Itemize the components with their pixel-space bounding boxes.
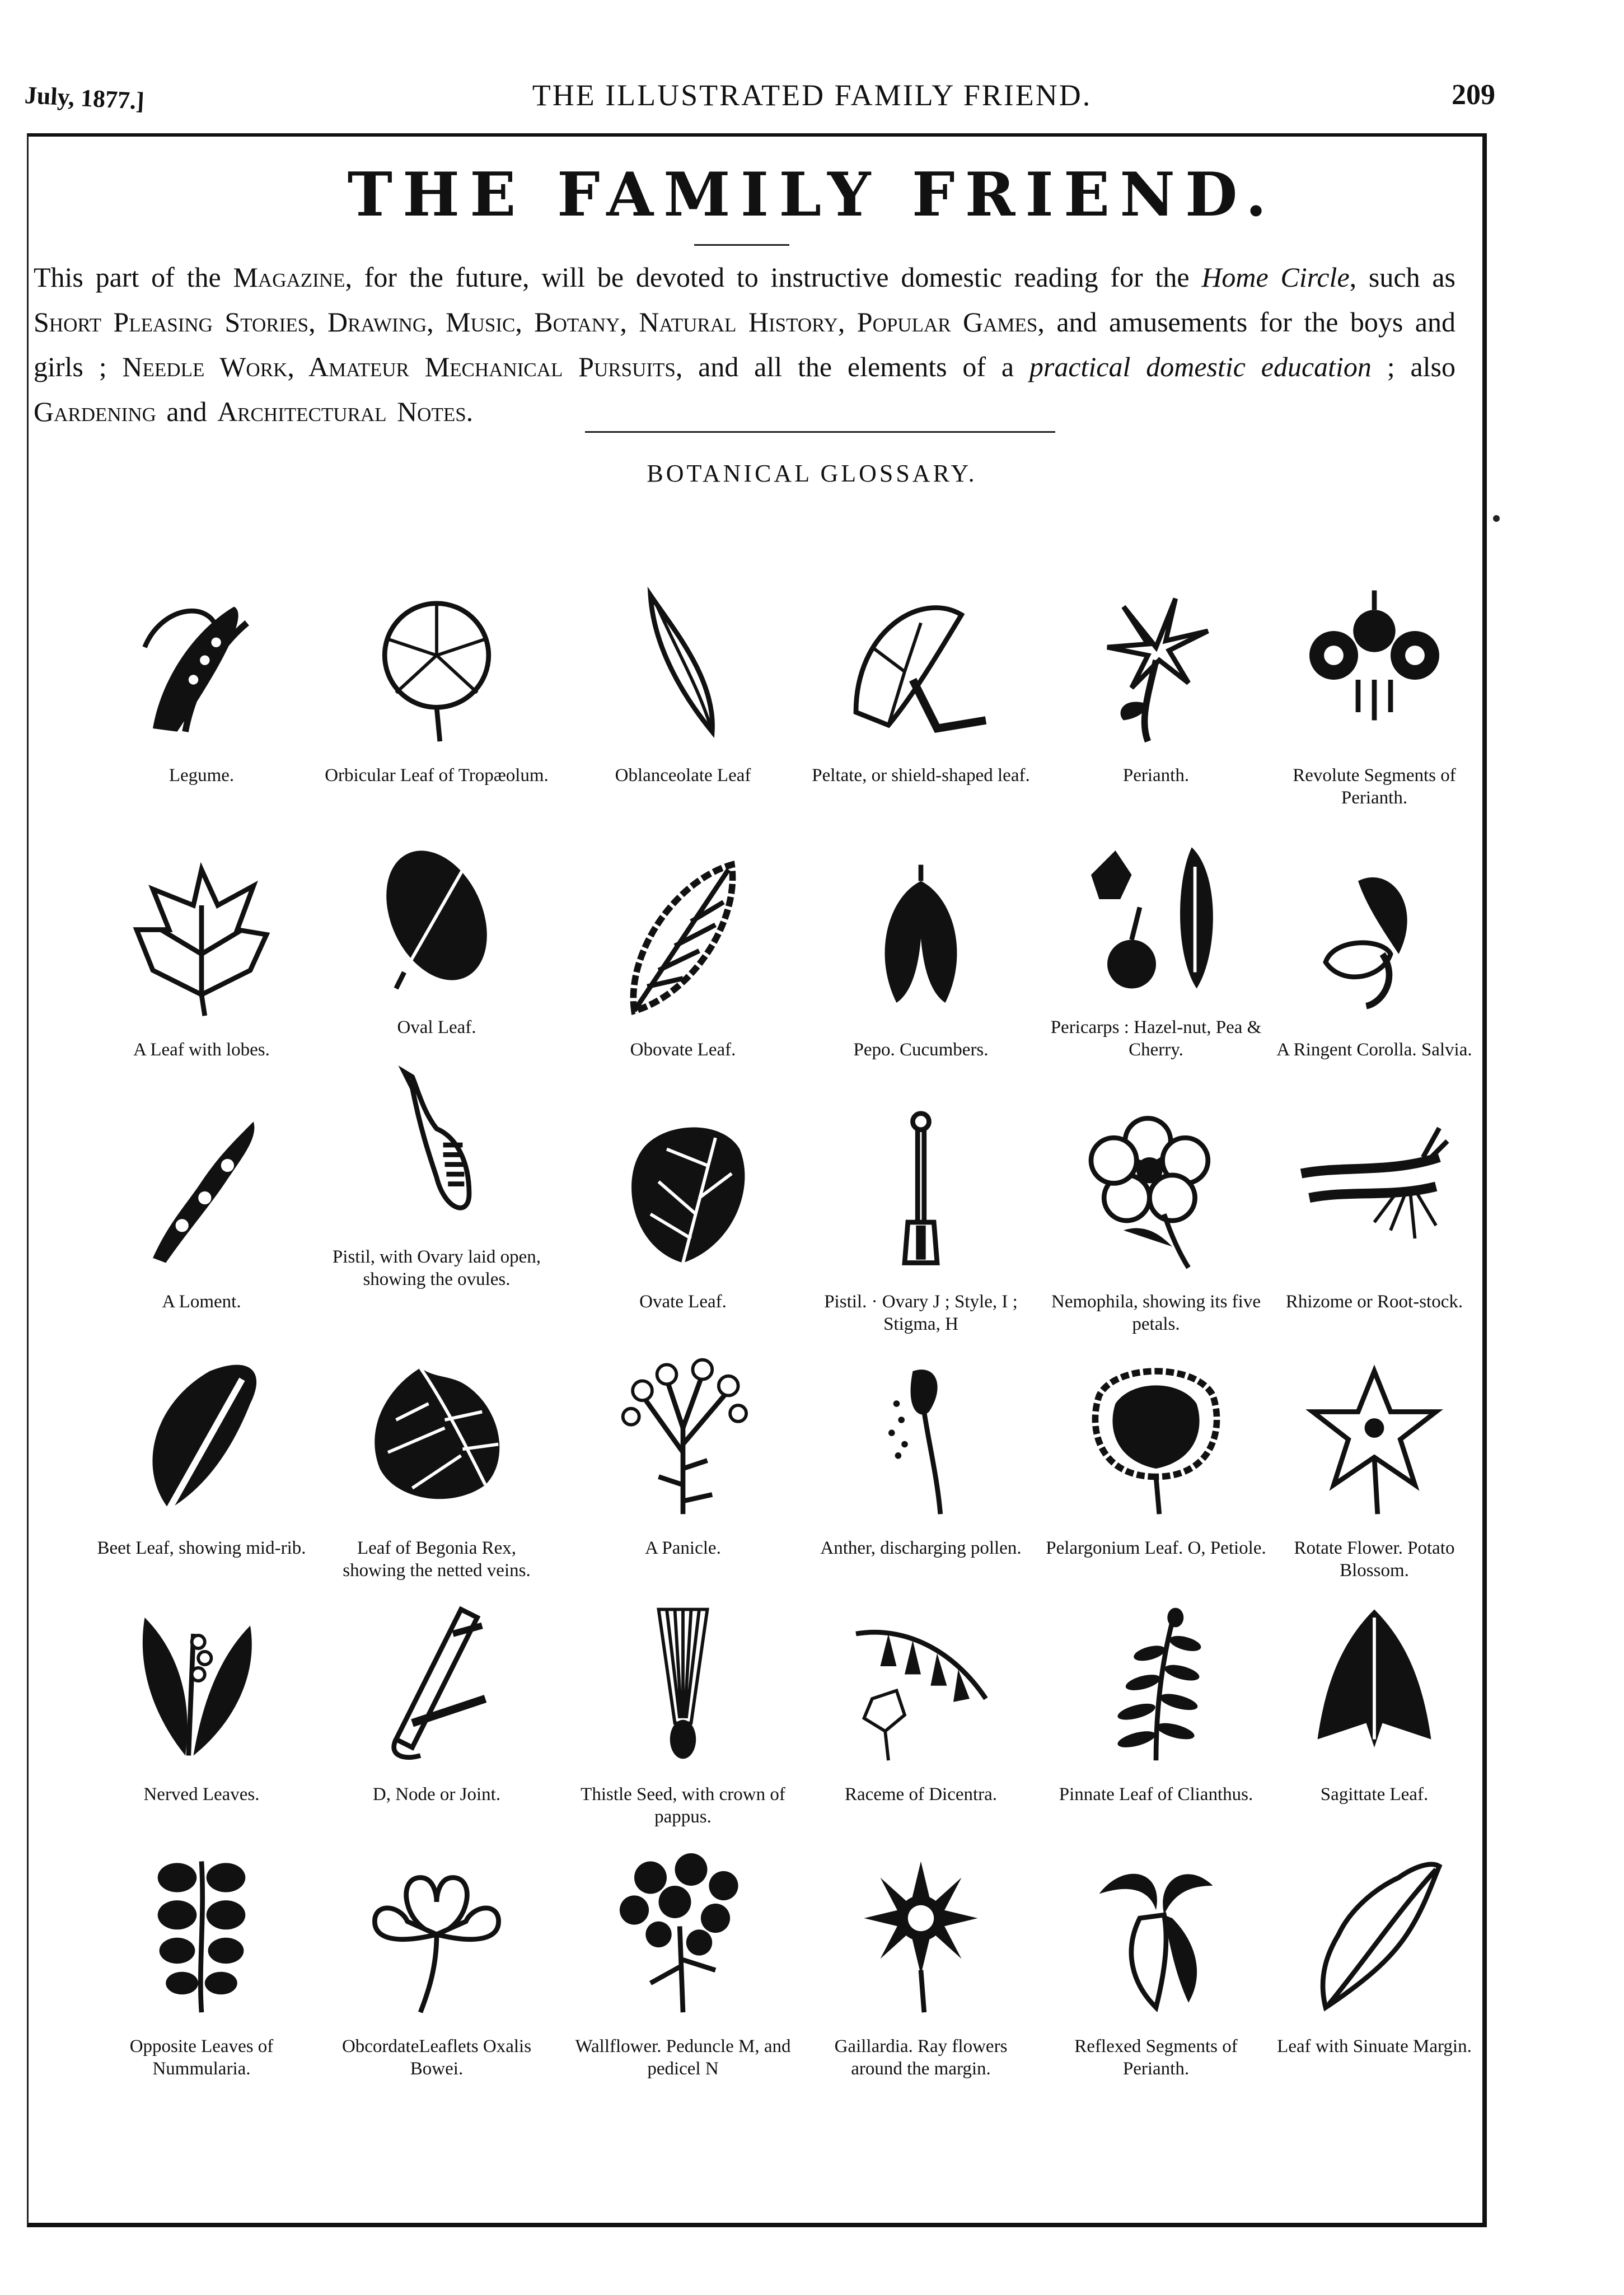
glossary-caption: Nerved Leaves. — [143, 1784, 260, 1805]
glossary-title: BOTANICAL GLOSSARY. — [647, 460, 977, 487]
oval-leaf-icon — [355, 823, 518, 1008]
node-stem-icon — [355, 1590, 518, 1775]
serrated-leaf-icon — [602, 845, 764, 1030]
opposite-leaves-icon — [120, 1842, 283, 2027]
sunflower-icon — [840, 1842, 1002, 2027]
glossary-item — [1044, 1344, 1268, 1629]
glossary-item — [571, 1097, 795, 1383]
glossary-caption: Rotate Flower. Potato Blossom. — [1294, 1538, 1455, 1581]
cucumbers-icon — [840, 845, 1002, 1030]
glossary-caption: Oval Leaf. — [397, 1017, 476, 1037]
glossary-caption: Gaillardia. Ray flowers around the margin. — [834, 2036, 1008, 2079]
glossary-caption: Oblanceolate Leaf — [615, 765, 751, 786]
glossary-caption: Pistil. · Ovary J ; Style, I ; Stigma, H — [824, 1292, 1018, 1334]
intro-text: , such as — [1349, 261, 1455, 293]
glossary-item — [571, 1344, 795, 1629]
reflexed-flower-icon — [1075, 1842, 1237, 2027]
glossary-item — [1262, 845, 1486, 1131]
glossary-item — [809, 1344, 1033, 1629]
glossary-caption: Legume. — [169, 765, 235, 786]
glossary-item — [571, 571, 795, 857]
flower-icon — [1075, 571, 1237, 756]
intro-topics: Architectural Notes. — [217, 396, 474, 427]
glossary-caption: ObcordateLeaflets Oxalis Bowei. — [341, 2036, 532, 2079]
pelargonium-leaf-icon — [1075, 1344, 1237, 1529]
glossary-item — [90, 1097, 313, 1383]
pistil-icon — [840, 1097, 1002, 1282]
glossary-item — [1044, 1590, 1268, 1876]
glossary-caption: Pelargonium Leaf. O, Petiole. — [1046, 1538, 1266, 1558]
narrow-leaf-icon — [602, 571, 764, 756]
glossary-item — [1262, 1344, 1486, 1629]
thistle-seed-icon — [602, 1590, 764, 1775]
nerved-leaves-icon — [120, 1590, 283, 1775]
glossary-caption: Leaf of Begonia Rex, showing the netted veins. — [343, 1538, 531, 1581]
glossary-caption: Raceme of Dicentra. — [844, 1784, 998, 1805]
glossary-item — [325, 571, 549, 857]
intro-text: and — [156, 396, 218, 427]
masthead-title: THE FAMILY FRIEND. — [347, 160, 1277, 230]
glossary-item — [809, 1842, 1033, 2128]
glossary-item — [571, 1842, 795, 2128]
glossary-item — [325, 1053, 549, 1338]
glossary-item — [1044, 571, 1268, 857]
lobed-leaf-icon — [120, 845, 283, 1030]
glossary-caption: D, Node or Joint. — [372, 1784, 501, 1805]
glossary-item — [90, 1842, 313, 2128]
five-petal-flower-icon — [1075, 1097, 1237, 1282]
glossary-caption: Leaf with Sinuate Margin. — [1277, 2036, 1472, 2056]
glossary-item — [90, 1344, 313, 1629]
glossary-item — [325, 1590, 549, 1876]
intro-topics: Needle Work, Amateur Mechanical Pursuits, — [122, 351, 683, 382]
glossary-caption: Orbicular Leaf of Tropæolum. — [325, 765, 549, 786]
glossary-item — [809, 1097, 1033, 1383]
glossary-caption: Pericarps : Hazel-nut, Pea & Cherry. — [1050, 1017, 1262, 1060]
header-title: THE ILLUSTRATED FAMILY FRIEND. — [532, 78, 1092, 112]
beet-leaf-icon — [120, 1344, 283, 1529]
rhizome-icon — [1293, 1097, 1455, 1282]
anther-icon — [840, 1344, 1002, 1529]
glossary-item — [325, 1344, 549, 1629]
raceme-icon — [840, 1590, 1002, 1775]
glossary-caption: Sagittate Leaf. — [1320, 1784, 1429, 1805]
netted-leaf-icon — [602, 1097, 764, 1282]
glossary-item — [325, 1842, 549, 2128]
glossary-caption: Pinnate Leaf of Clianthus. — [1059, 1784, 1253, 1805]
glossary-caption: Ovate Leaf. — [639, 1292, 727, 1312]
intro-topics: Short Pleasing Stories, Drawing, Music, Botany, Natural History, Popular Games, — [34, 306, 1045, 338]
glossary-item — [1262, 1590, 1486, 1876]
glossary-caption: Pepo. Cucumbers. — [853, 1040, 989, 1060]
intro-text: ; also — [1371, 351, 1456, 382]
pistil-open-icon — [355, 1053, 518, 1237]
glossary-item — [1044, 823, 1268, 1109]
intro-practical: practical domestic education — [1029, 351, 1372, 382]
glossary-caption: Obovate Leaf. — [630, 1040, 736, 1060]
clover-icon — [355, 1842, 518, 2027]
glossary-item — [1044, 1842, 1268, 2128]
divider-long — [585, 431, 1055, 433]
arrow-leaf-icon — [1293, 1590, 1455, 1775]
glossary-caption: Revolute Segments of Perianth. — [1293, 765, 1456, 808]
round-leaf-icon — [355, 571, 518, 756]
star-flower-icon — [1293, 1344, 1455, 1529]
glossary-caption: Beet Leaf, showing mid-rib. — [97, 1538, 306, 1558]
glossary-item — [1262, 1842, 1486, 2128]
peltate-leaf-icon — [840, 571, 1002, 756]
ink-dot — [1493, 515, 1500, 522]
glossary-caption: A Panicle. — [645, 1538, 721, 1558]
glossary-caption: Pistil, with Ovary laid open, showing the ovules. — [332, 1247, 541, 1289]
panicle-icon — [602, 1344, 764, 1529]
begonia-leaf-icon — [355, 1344, 518, 1529]
glossary-item — [1044, 1097, 1268, 1383]
page-number: 209 — [1452, 79, 1495, 111]
glossary-caption: Thistle Seed, with crown of pappus. — [581, 1784, 785, 1827]
glossary-caption: Perianth. — [1122, 765, 1190, 786]
divider-short — [694, 244, 789, 246]
loment-icon — [120, 1097, 283, 1282]
glossary-item — [1262, 571, 1486, 857]
glossary-caption: A Ringent Corolla. Salvia. — [1276, 1040, 1472, 1060]
glossary-caption: Nemophila, showing its five petals. — [1051, 1292, 1261, 1334]
wavy-leaf-icon — [1293, 1842, 1455, 2027]
wallflower-icon — [602, 1842, 764, 2027]
glossary-caption: A Leaf with lobes. — [133, 1040, 270, 1060]
intro-magazine: Magazine — [233, 261, 345, 293]
glossary-item — [809, 1590, 1033, 1876]
glossary-item — [1262, 1097, 1486, 1383]
intro-text: and all the elements of a — [682, 351, 1029, 382]
intro-home-circle: Home Circle — [1201, 261, 1350, 293]
pericarps-icon — [1075, 823, 1237, 1008]
glossary-item — [809, 845, 1033, 1131]
glossary-caption: A Loment. — [162, 1292, 241, 1312]
glossary-item — [809, 571, 1033, 857]
glossary-item — [571, 845, 795, 1131]
glossary-item — [90, 1590, 313, 1876]
glossary-caption: Opposite Leaves of Nummularia. — [129, 2036, 274, 2079]
glossary-caption: Reflexed Segments of Perianth. — [1074, 2036, 1238, 2079]
pinnate-leaf-icon — [1075, 1590, 1237, 1775]
glossary-item — [90, 845, 313, 1131]
glossary-item — [571, 1590, 795, 1876]
intro-paragraph — [34, 255, 1455, 434]
glossary-caption: Anther, discharging pollen. — [820, 1538, 1022, 1558]
intro-text: and amusements for the boys and girls ; — [34, 306, 1455, 382]
curled-flower-icon — [1293, 571, 1455, 756]
intro-text: This part of the — [34, 261, 233, 293]
glossary-caption: Rhizome or Root-stock. — [1285, 1292, 1463, 1312]
glossary-item — [90, 571, 313, 857]
intro-topics: Gardening — [34, 396, 156, 427]
ringent-flower-icon — [1293, 845, 1455, 1030]
header-date: July, 1877.] — [24, 81, 145, 115]
intro-text: , for the future, will be devoted to instructive domestic reading for the — [345, 261, 1202, 293]
glossary-caption: Wallflower. Peduncle M, and pedicel N — [575, 2036, 791, 2079]
glossary-caption: Peltate, or shield-shaped leaf. — [812, 765, 1030, 786]
legume-icon — [120, 571, 283, 756]
